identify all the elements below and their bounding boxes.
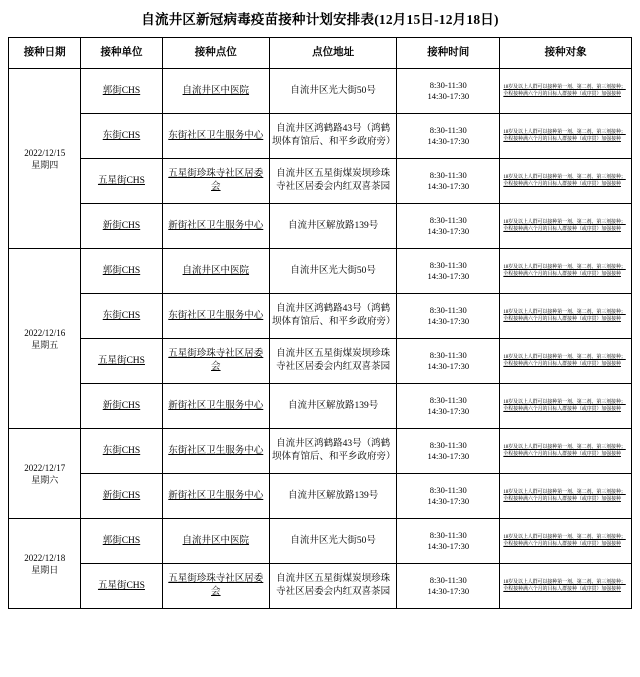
column-header-target: 接种对象: [500, 38, 632, 69]
cell-time: 8:30-11:30 14:30-17:30: [397, 564, 500, 609]
vaccination-schedule-table: [8, 37, 632, 609]
cell-date: 2022/12/17 星期六: [9, 429, 81, 519]
cell-date: 2022/12/16 星期五: [9, 249, 81, 429]
table-row: [9, 114, 632, 159]
cell-time: 8:30-11:30 14:30-17:30: [397, 204, 500, 249]
cell-unit: 郭街CHS: [81, 249, 162, 294]
table-row: [9, 249, 632, 294]
cell-target: 18岁及以上人群可以接种第一剂、第二剂、第三剂接种；全程接种满六个月的目标人群接种（或序贯）加强接种: [500, 339, 632, 384]
cell-target: 18岁及以上人群可以接种第一剂、第二剂、第三剂接种；全程接种满六个月的目标人群接种（或序贯）加强接种: [500, 204, 632, 249]
cell-unit: 东街CHS: [81, 429, 162, 474]
cell-target: 18岁及以上人群可以接种第一剂、第二剂、第三剂接种；全程接种满六个月的目标人群接种（或序贯）加强接种: [500, 294, 632, 339]
cell-time: 8:30-11:30 14:30-17:30: [397, 519, 500, 564]
cell-time: 8:30-11:30 14:30-17:30: [397, 159, 500, 204]
cell-unit: 新街CHS: [81, 474, 162, 519]
cell-target: 18岁及以上人群可以接种第一剂、第二剂、第三剂接种；全程接种满六个月的目标人群接种（或序贯）加强接种: [500, 429, 632, 474]
column-header-unit: 接种单位: [81, 38, 162, 69]
cell-site: 自流井区中医院: [162, 519, 269, 564]
cell-address: 自流井区光大街50号: [270, 519, 397, 564]
cell-address: 自流井区解放路139号: [270, 384, 397, 429]
table-body: [9, 69, 632, 609]
table-header-row: [9, 38, 632, 69]
cell-unit: 五星街CHS: [81, 159, 162, 204]
cell-address: 自流井区五星街煤炭坝珍珠寺社区居委会内红双喜茶园: [270, 159, 397, 204]
cell-unit: 五星街CHS: [81, 564, 162, 609]
column-header-date: 接种日期: [9, 38, 81, 69]
column-header-site: 接种点位: [162, 38, 269, 69]
cell-time: 8:30-11:30 14:30-17:30: [397, 114, 500, 159]
cell-site: 新街社区卫生服务中心: [162, 384, 269, 429]
cell-site: 五星街珍珠寺社区居委会: [162, 339, 269, 384]
column-header-address: 点位地址: [270, 38, 397, 69]
cell-target: 18岁及以上人群可以接种第一剂、第二剂、第三剂接种；全程接种满六个月的目标人群接种（或序贯）加强接种: [500, 114, 632, 159]
cell-unit: 东街CHS: [81, 114, 162, 159]
cell-unit: 郭街CHS: [81, 519, 162, 564]
table-row: [9, 204, 632, 249]
cell-target: 18岁及以上人群可以接种第一剂、第二剂、第三剂接种；全程接种满六个月的目标人群接种（或序贯）加强接种: [500, 519, 632, 564]
cell-unit: 新街CHS: [81, 204, 162, 249]
cell-site: 五星街珍珠寺社区居委会: [162, 564, 269, 609]
cell-date: 2022/12/15 星期四: [9, 69, 81, 249]
cell-unit: 新街CHS: [81, 384, 162, 429]
cell-site: 自流井区中医院: [162, 69, 269, 114]
cell-address: 自流井区解放路139号: [270, 204, 397, 249]
cell-time: 8:30-11:30 14:30-17:30: [397, 294, 500, 339]
table-row: [9, 159, 632, 204]
cell-date: 2022/12/18 星期日: [9, 519, 81, 609]
cell-address: 自流井区五星街煤炭坝珍珠寺社区居委会内红双喜茶园: [270, 564, 397, 609]
cell-target: 18岁及以上人群可以接种第一剂、第二剂、第三剂接种；全程接种满六个月的目标人群接种（或序贯）加强接种: [500, 159, 632, 204]
cell-address: 自流井区光大街50号: [270, 249, 397, 294]
cell-time: 8:30-11:30 14:30-17:30: [397, 384, 500, 429]
cell-address: 自流井区五星街煤炭坝珍珠寺社区居委会内红双喜茶园: [270, 339, 397, 384]
cell-address: 自流井区光大街50号: [270, 69, 397, 114]
table-row: [9, 294, 632, 339]
cell-address: 自流井区鸿鹤路43号（鸿鹤坝体育馆后、和平乡政府旁）: [270, 114, 397, 159]
cell-unit: 郭街CHS: [81, 69, 162, 114]
cell-site: 五星街珍珠寺社区居委会: [162, 159, 269, 204]
cell-time: 8:30-11:30 14:30-17:30: [397, 474, 500, 519]
cell-site: 自流井区中医院: [162, 249, 269, 294]
cell-site: 新街社区卫生服务中心: [162, 474, 269, 519]
table-row: [9, 69, 632, 114]
cell-address: 自流井区鸿鹤路43号（鸿鹤坝体育馆后、和平乡政府旁）: [270, 294, 397, 339]
cell-time: 8:30-11:30 14:30-17:30: [397, 339, 500, 384]
table-row: [9, 564, 632, 609]
cell-target: 18岁及以上人群可以接种第一剂、第二剂、第三剂接种；全程接种满六个月的目标人群接种（或序贯）加强接种: [500, 69, 632, 114]
cell-unit: 东街CHS: [81, 294, 162, 339]
table-row: [9, 429, 632, 474]
table-row: [9, 384, 632, 429]
cell-target: 18岁及以上人群可以接种第一剂、第二剂、第三剂接种；全程接种满六个月的目标人群接种（或序贯）加强接种: [500, 474, 632, 519]
cell-unit: 五星街CHS: [81, 339, 162, 384]
cell-address: 自流井区鸿鹤路43号（鸿鹤坝体育馆后、和平乡政府旁）: [270, 429, 397, 474]
table-header: [9, 38, 632, 69]
cell-site: 东街社区卫生服务中心: [162, 294, 269, 339]
cell-time: 8:30-11:30 14:30-17:30: [397, 429, 500, 474]
table-row: [9, 339, 632, 384]
cell-address: 自流井区解放路139号: [270, 474, 397, 519]
table-row: [9, 474, 632, 519]
cell-target: 18岁及以上人群可以接种第一剂、第二剂、第三剂接种；全程接种满六个月的目标人群接种（或序贯）加强接种: [500, 249, 632, 294]
cell-target: 18岁及以上人群可以接种第一剂、第二剂、第三剂接种；全程接种满六个月的目标人群接种（或序贯）加强接种: [500, 564, 632, 609]
page-title: 自流井区新冠病毒疫苗接种计划安排表(12月15日-12月18日): [141, 12, 499, 27]
cell-site: 东街社区卫生服务中心: [162, 114, 269, 159]
cell-time: 8:30-11:30 14:30-17:30: [397, 249, 500, 294]
cell-target: 18岁及以上人群可以接种第一剂、第二剂、第三剂接种；全程接种满六个月的目标人群接种（或序贯）加强接种: [500, 384, 632, 429]
cell-time: 8:30-11:30 14:30-17:30: [397, 69, 500, 114]
cell-site: 东街社区卫生服务中心: [162, 429, 269, 474]
table-row: [9, 519, 632, 564]
cell-site: 新街社区卫生服务中心: [162, 204, 269, 249]
column-header-time: 接种时间: [397, 38, 500, 69]
